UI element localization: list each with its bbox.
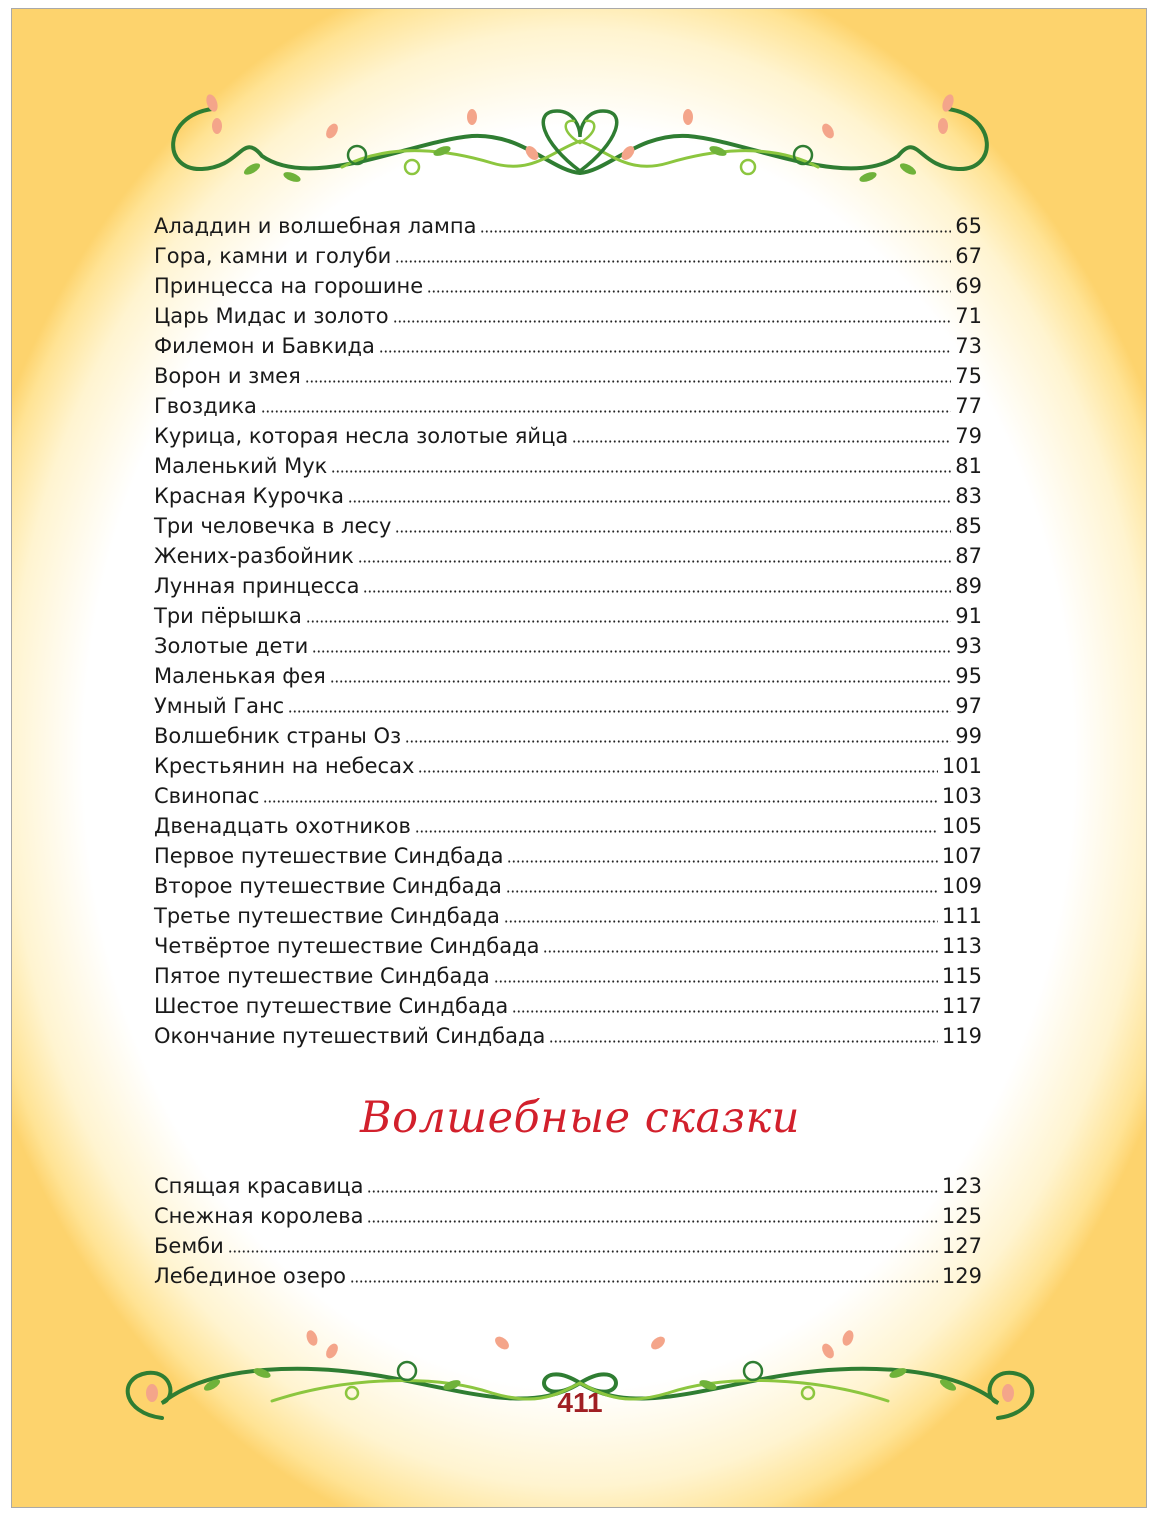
toc-entry-title: Спящая красавица	[154, 1174, 364, 1198]
toc-entry-title: Второе путешествие Синдбада	[154, 874, 502, 898]
toc-entry-title: Крестьянин на небесах	[154, 754, 415, 778]
dot-leader	[507, 860, 937, 863]
toc-entry-page: 97	[955, 694, 982, 718]
toc-entry-title: Маленький Мук	[154, 454, 328, 478]
toc-entry-page: 105	[941, 814, 982, 838]
top-floral-ornament	[12, 81, 1147, 211]
toc-entry-title: Снежная королева	[154, 1204, 364, 1228]
toc-entry-page: 117	[941, 994, 982, 1018]
dot-leader	[494, 980, 938, 983]
toc-entry[interactable]	[154, 718, 982, 748]
page-number: 411	[557, 1387, 603, 1418]
dot-leader	[348, 500, 951, 503]
toc-entry-title: Волшебник страны Оз	[154, 724, 402, 748]
toc-entry-page: 109	[941, 874, 982, 898]
dot-leader	[395, 530, 951, 533]
toc-entry-page: 113	[941, 934, 982, 958]
toc-entry-page: 79	[955, 424, 982, 448]
toc-entry[interactable]	[154, 448, 982, 478]
toc-entry[interactable]	[154, 388, 982, 418]
toc-list-main	[154, 208, 982, 1048]
toc-entry[interactable]	[154, 1228, 982, 1258]
toc-entry-page: 129	[941, 1264, 982, 1288]
dot-leader	[393, 320, 952, 323]
toc-entry-title: Аладдин и волшебная лампа	[154, 214, 477, 238]
toc-entry[interactable]	[154, 478, 982, 508]
toc-entry-page: 73	[955, 334, 982, 358]
toc-entry-page: 87	[955, 544, 982, 568]
toc-entry-title: Красная Курочка	[154, 484, 345, 508]
toc-entry[interactable]	[154, 538, 982, 568]
toc-entry[interactable]	[154, 838, 982, 868]
toc-entry-page: 107	[941, 844, 982, 868]
toc-entry-title: Три человечка в лесу	[154, 514, 392, 538]
toc-entry[interactable]	[154, 418, 982, 448]
toc-entry[interactable]	[154, 868, 982, 898]
toc-entry[interactable]	[154, 958, 982, 988]
toc-entry[interactable]	[154, 1018, 982, 1048]
toc-entry[interactable]	[154, 298, 982, 328]
toc-entry-page: 99	[955, 724, 982, 748]
dot-leader	[363, 590, 951, 593]
dot-leader	[331, 470, 951, 473]
dot-leader	[228, 1250, 938, 1253]
dot-leader	[367, 1190, 937, 1193]
dot-leader	[480, 230, 951, 233]
toc-entry[interactable]	[154, 1168, 982, 1198]
toc-entry-page: 101	[941, 754, 982, 778]
toc-entry-title: Ворон и змея	[154, 364, 301, 388]
toc-entry[interactable]	[154, 568, 982, 598]
toc-entry[interactable]	[154, 628, 982, 658]
toc-entry-page: 85	[955, 514, 982, 538]
dot-leader	[306, 620, 951, 623]
toc-entry-page: 115	[941, 964, 982, 988]
toc-entry-page: 111	[941, 904, 982, 928]
toc-entry[interactable]	[154, 598, 982, 628]
dot-leader	[261, 410, 951, 413]
toc-entry-page: 91	[955, 604, 982, 628]
dot-leader	[288, 710, 951, 713]
dot-leader	[418, 770, 938, 773]
toc-entry[interactable]	[154, 358, 982, 388]
toc-entry-title: Филемон и Бавкида	[154, 334, 375, 358]
toc-entry-title: Принцесса на горошине	[154, 274, 424, 298]
toc-entry[interactable]	[154, 208, 982, 238]
toc-entry-title: Третье путешествие Синдбада	[154, 904, 500, 928]
toc-entry[interactable]	[154, 748, 982, 778]
dot-leader	[572, 440, 951, 443]
toc-entry-title: Первое путешествие Синдбада	[154, 844, 504, 868]
toc-entry-page: 123	[941, 1174, 982, 1198]
dot-leader	[379, 350, 951, 353]
dot-leader	[305, 380, 952, 383]
toc-entry-title: Бемби	[154, 1234, 224, 1258]
toc-entry-page: 125	[941, 1204, 982, 1228]
toc-entry[interactable]	[154, 238, 982, 268]
toc-entry-page: 67	[955, 244, 982, 268]
toc-entry[interactable]	[154, 328, 982, 358]
dot-leader	[506, 890, 938, 893]
dot-leader	[395, 260, 951, 263]
toc-entry-page: 119	[941, 1024, 982, 1048]
toc-entry[interactable]	[154, 1258, 982, 1288]
toc-entry-title: Курица, которая несла золотые яйца	[154, 424, 569, 448]
toc-entry-page: 95	[955, 664, 982, 688]
toc-entry[interactable]	[154, 1198, 982, 1228]
toc-entry[interactable]	[154, 808, 982, 838]
toc-entry-title: Жених-разбойник	[154, 544, 354, 568]
toc-entry[interactable]	[154, 658, 982, 688]
toc-entry-title: Свинопас	[154, 784, 260, 808]
dot-leader	[512, 1010, 938, 1013]
toc-entry[interactable]	[154, 988, 982, 1018]
toc-entry-page: 81	[955, 454, 982, 478]
toc-entry-page: 89	[955, 574, 982, 598]
toc-entry-title: Лунная принцесса	[154, 574, 360, 598]
toc-entry-title: Четвёртое путешествие Синдбада	[154, 934, 540, 958]
dot-leader	[543, 950, 937, 953]
toc-entry-title: Маленькая фея	[154, 664, 326, 688]
toc-entry-title: Двенадцать охотников	[154, 814, 411, 838]
toc-entry-title: Три пёрышка	[154, 604, 302, 628]
toc-entry-title: Гора, камни и голуби	[154, 244, 392, 268]
dot-leader	[504, 920, 938, 923]
section-heading-magic-tales: Волшебные сказки	[360, 1093, 800, 1143]
dot-leader	[312, 650, 951, 653]
toc-entry[interactable]	[154, 928, 982, 958]
dot-leader	[549, 1040, 938, 1043]
toc-entry-page: 127	[941, 1234, 982, 1258]
toc-entry-page: 83	[955, 484, 982, 508]
toc-entry[interactable]	[154, 898, 982, 928]
toc-entry-title: Пятое путешествие Синдбада	[154, 964, 490, 988]
dot-leader	[405, 740, 951, 743]
dot-leader	[415, 830, 938, 833]
toc-entry-page: 77	[955, 394, 982, 418]
toc-entry[interactable]	[154, 268, 982, 298]
toc-entry-title: Золотые дети	[154, 634, 309, 658]
dot-leader	[350, 1280, 938, 1283]
toc-entry-page: 103	[941, 784, 982, 808]
toc-list-magic-tales	[154, 1168, 982, 1288]
toc-entry-page: 93	[955, 634, 982, 658]
toc-entry-title: Лебединое озеро	[154, 1264, 347, 1288]
toc-entry-page: 65	[955, 214, 982, 238]
toc-entry-title: Шестое путешествие Синдбада	[154, 994, 509, 1018]
dot-leader	[427, 290, 951, 293]
dot-leader	[358, 560, 951, 563]
toc-entry-title: Умный Ганс	[154, 694, 285, 718]
toc-entry-title: Царь Мидас и золото	[154, 304, 389, 328]
toc-entry[interactable]	[154, 508, 982, 538]
toc-entry-title: Гвоздика	[154, 394, 257, 418]
toc-entry-title: Окончание путешествий Синдбада	[154, 1024, 546, 1048]
dot-leader	[367, 1220, 937, 1223]
toc-entry[interactable]	[154, 688, 982, 718]
dot-leader	[263, 800, 937, 803]
dot-leader	[330, 680, 951, 683]
book-page	[11, 8, 1147, 1508]
toc-entry[interactable]	[154, 778, 982, 808]
toc-entry-page: 75	[955, 364, 982, 388]
toc-entry-page: 69	[955, 274, 982, 298]
toc-entry-page: 71	[955, 304, 982, 328]
